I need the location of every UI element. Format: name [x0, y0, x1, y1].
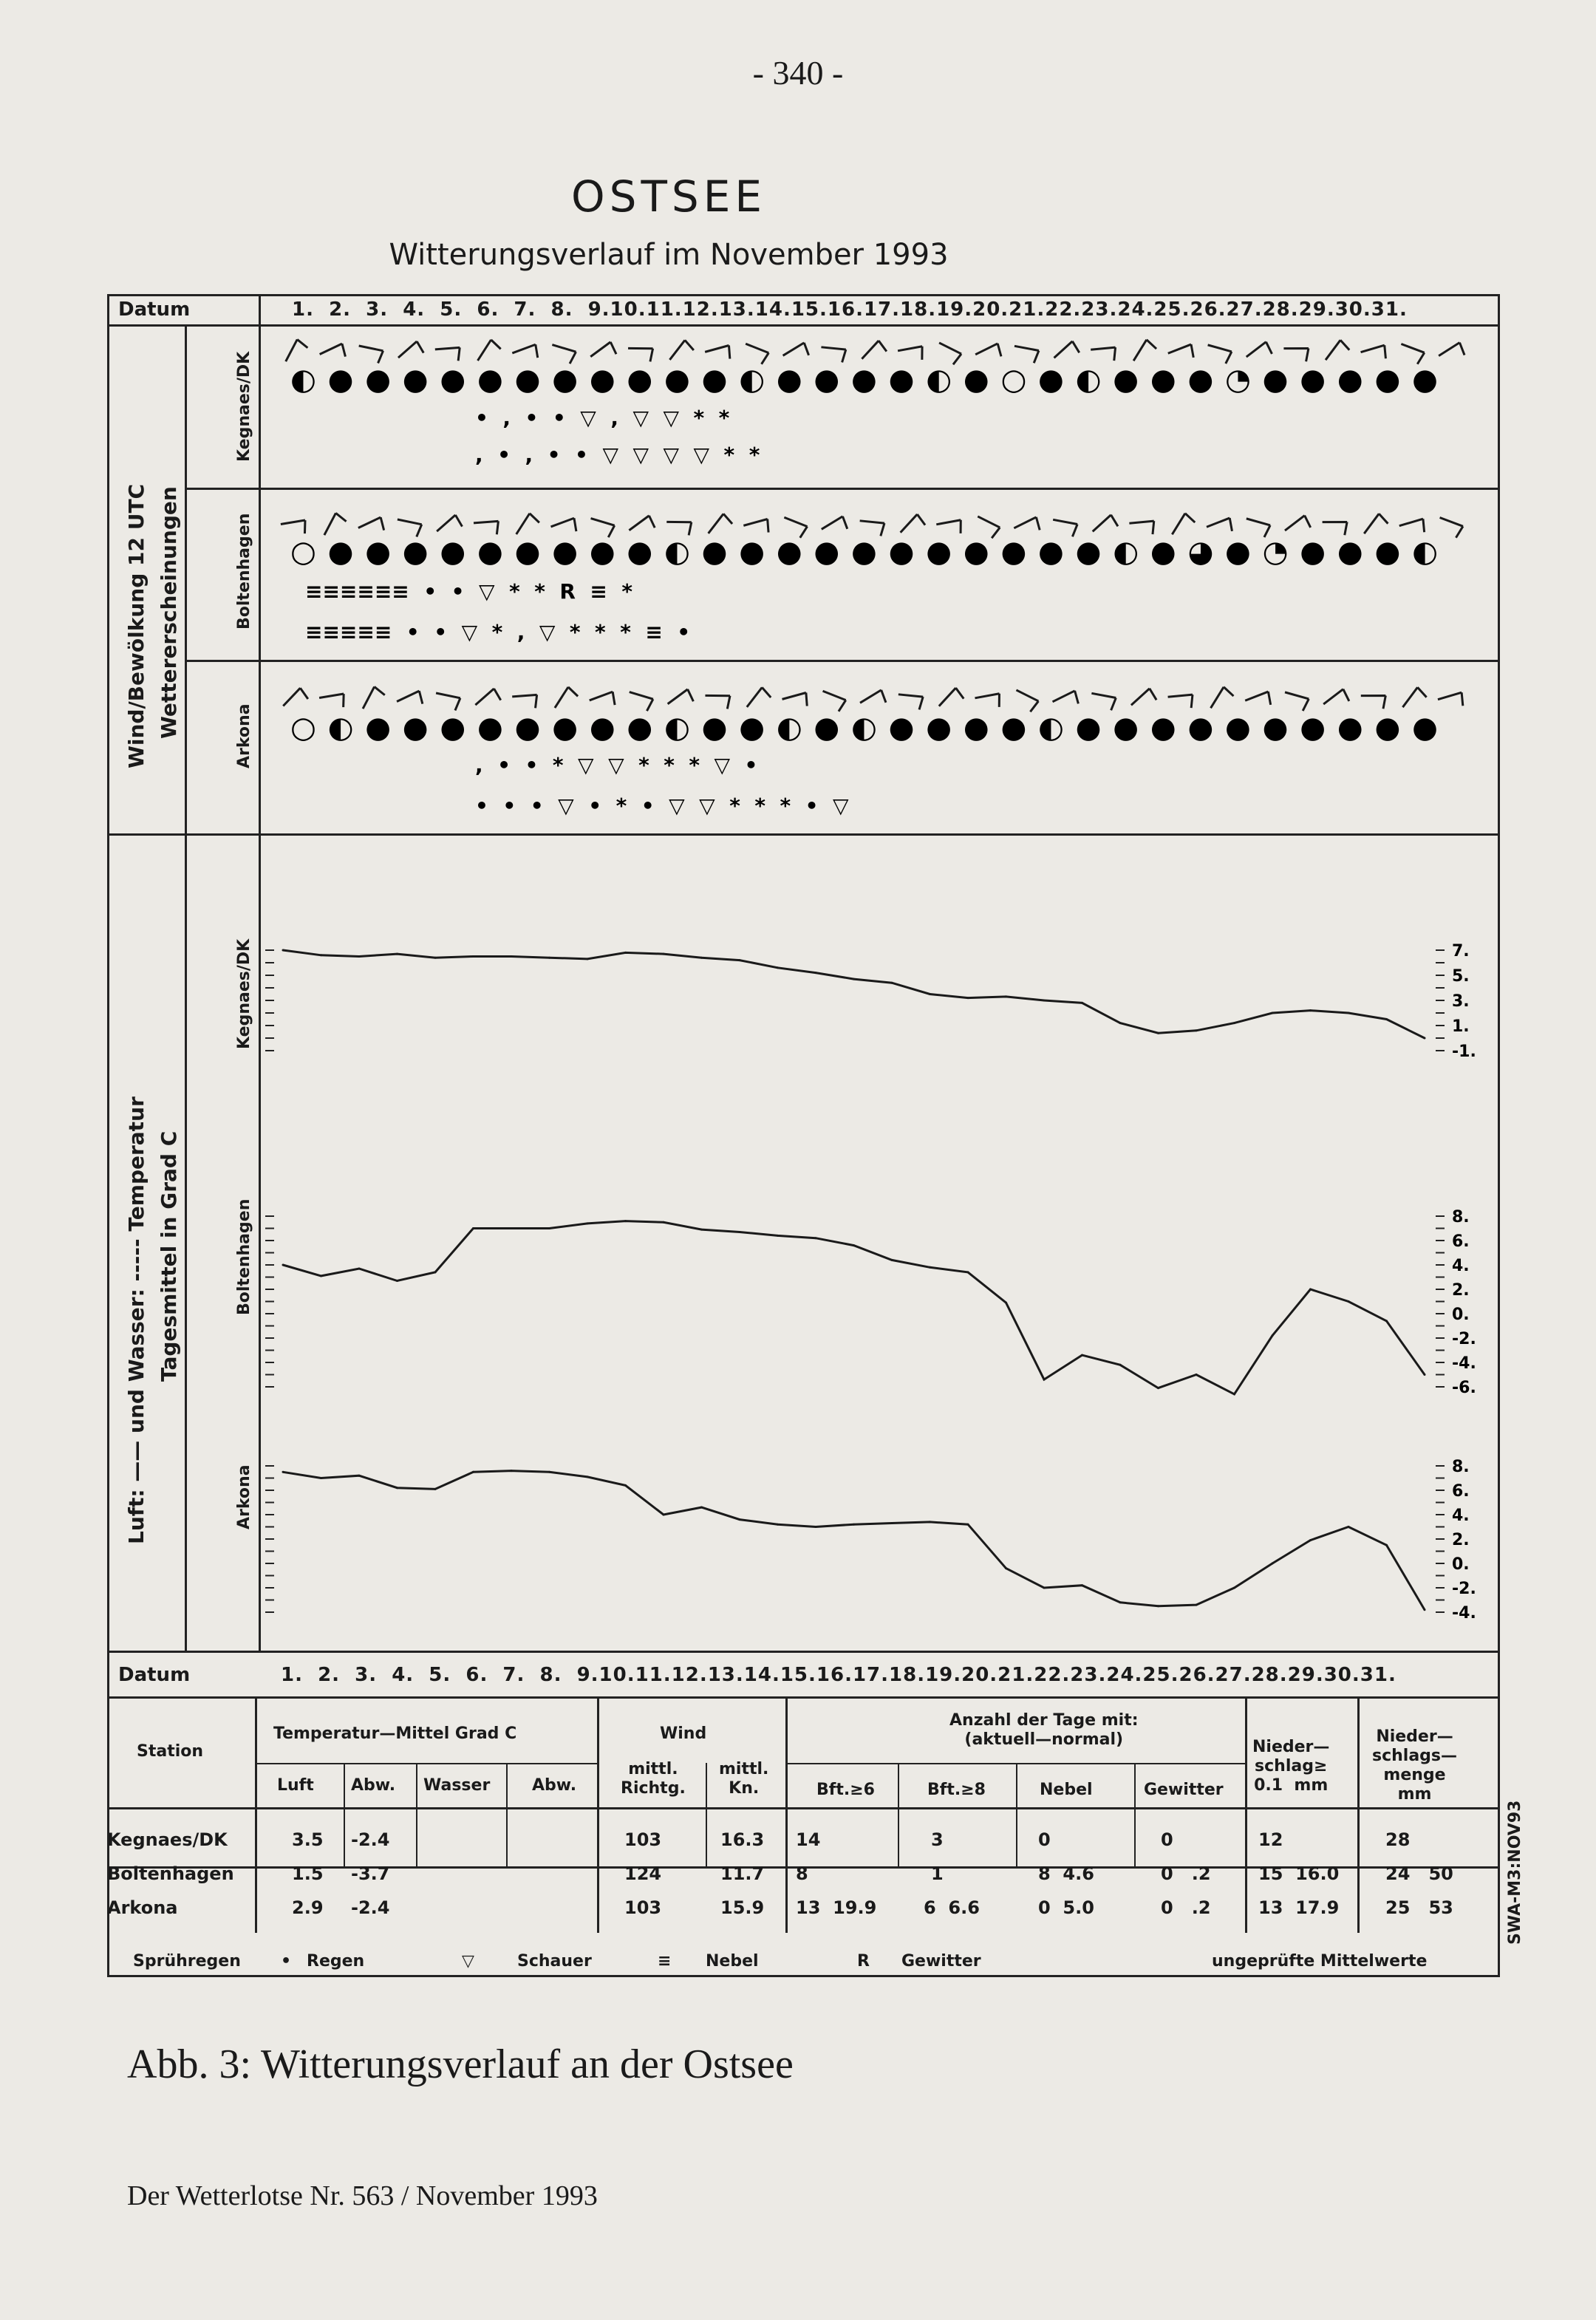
cell-kn: 11.7 [720, 1863, 765, 1884]
wind-barb [975, 344, 1001, 361]
data-point [853, 978, 855, 980]
page-footer: Der Wetterlotse Nr. 563 / November 1993 [127, 2180, 598, 2211]
data-point [511, 1470, 513, 1472]
temp-section-label: Luft: —— und Wasser: ----- Temperatur [124, 1096, 149, 1544]
data-point [1348, 1300, 1350, 1303]
cell-nebel: 0 [1038, 1829, 1051, 1850]
data-point [1157, 1032, 1159, 1034]
data-point [434, 1488, 437, 1490]
legend-regen: Regen [307, 1952, 365, 1971]
y-tick-label: -1. [1452, 1043, 1476, 1061]
th-bft6: Bft.≥6 [816, 1781, 875, 1799]
wind-barb [935, 517, 962, 533]
cell-abw1: -2.4 [351, 1829, 390, 1850]
station-label-arkona-temp: Arkona [235, 1464, 253, 1529]
data-point [967, 1271, 969, 1273]
wind-barb [1320, 515, 1348, 535]
y-tick-label: 5. [1452, 967, 1470, 986]
data-point [663, 1221, 665, 1224]
wind-barb [1360, 345, 1385, 359]
wind-barb [1012, 339, 1040, 363]
wind-barb [549, 338, 577, 364]
wind-section-label: Wind/Bewölkung 12 UTC [124, 483, 149, 768]
legend-note: ungeprüfte Mittelwerte [1212, 1952, 1428, 1971]
wind-barb [743, 518, 769, 532]
data-point [1272, 1334, 1274, 1337]
wind-barb [1437, 342, 1465, 361]
th-bft8: Bft.≥8 [927, 1781, 986, 1799]
data-point [358, 1475, 361, 1477]
wind-barb [705, 344, 731, 358]
data-point [1348, 1012, 1350, 1014]
chart-title: OSTSEE [570, 171, 766, 222]
th-abw2: Abw. [532, 1776, 577, 1795]
weather-arkona-row1: , • • * ▽ ▽ * * * ▽ • [475, 753, 758, 777]
wind-barb [666, 339, 694, 364]
datum-label-bottom: Datum [118, 1664, 191, 1686]
legend [133, 1952, 1493, 1982]
wind-barb [318, 344, 345, 361]
y-tick-label: -4. [1452, 1354, 1476, 1373]
wind-barb [1089, 686, 1117, 710]
cell-abw1: -2.4 [351, 1897, 390, 1918]
wind-barb [1436, 512, 1464, 538]
cell-station: Boltenhagen [107, 1863, 234, 1884]
data-point [472, 955, 474, 958]
data-point [663, 953, 665, 955]
wind-barb [1128, 688, 1156, 711]
legend-schauer: Schauer [517, 1952, 592, 1971]
wind-cloud-panel [261, 329, 1498, 831]
data-point [320, 954, 322, 956]
wind-barb [1359, 689, 1387, 709]
wind-barb [472, 688, 500, 710]
th-abw1: Abw. [351, 1776, 396, 1795]
cell-luft: 2.9 [292, 1897, 324, 1918]
wind-barb [1243, 512, 1271, 537]
dates-bottom: 1. 2. 3. 4. 5. 6. 7. 8. 9.10.11.12.13.14.15.16.17.18.19.20.21.22.23.24.25.26.27.28.29.30.31. [281, 1664, 1396, 1686]
wind-barb [472, 516, 499, 534]
wind-barb [1204, 338, 1232, 364]
station-label-kegnaes-wind: Kegnaes/DK [235, 351, 253, 462]
data-point [663, 1514, 665, 1516]
data-point [1424, 1374, 1426, 1376]
wind-barb [588, 341, 616, 362]
data-point [1309, 1289, 1312, 1291]
wind-barb [1244, 692, 1270, 706]
data-point [815, 1237, 817, 1239]
th-kn: mittl. Kn. [719, 1760, 769, 1798]
wind-barb [1050, 513, 1078, 536]
y-tick-label: -2. [1452, 1580, 1476, 1598]
wind-section-sublabel: Wettererscheinungen [157, 486, 181, 739]
temperature-chart [261, 836, 1498, 1648]
y-tick-label: -2. [1452, 1330, 1476, 1348]
wind-barb [858, 340, 886, 364]
cell-menge: 24 50 [1385, 1863, 1453, 1884]
data-point [1005, 1302, 1007, 1304]
data-point [739, 959, 741, 961]
y-tick-label: 1. [1452, 1017, 1470, 1036]
cell-richtg: 124 [624, 1863, 662, 1884]
wind-barb [356, 339, 384, 363]
cell-luft: 3.5 [292, 1829, 324, 1850]
wind-barb [280, 517, 307, 534]
wind-barb [665, 689, 693, 709]
cell-ns01: 13 17.9 [1258, 1897, 1340, 1918]
data-point [472, 1227, 474, 1229]
data-point [358, 955, 361, 958]
data-point [777, 1235, 779, 1237]
data-point [1081, 1002, 1083, 1004]
wind-barb [1282, 686, 1310, 711]
data-point [1424, 1608, 1426, 1611]
weather-boltenhagen-row2: ≡≡≡≡≡ • • ▽ * , ▽ * * * ≡ • [305, 620, 691, 644]
cell-gewitter: 0 [1161, 1829, 1173, 1850]
data-point [853, 1244, 855, 1246]
th-luft: Luft [277, 1776, 314, 1795]
data-point [1043, 1379, 1046, 1381]
y-tick-label: 8. [1452, 1458, 1470, 1476]
wind-barb [858, 514, 886, 536]
cell-kn: 16.3 [720, 1829, 765, 1850]
figure-caption: Abb. 3: Witterungsverlauf an der Ostsee [127, 2041, 794, 2087]
th-gewitter: Gewitter [1144, 1781, 1224, 1799]
wind-barb [279, 687, 307, 711]
wind-barb [935, 338, 963, 365]
wind-barb [665, 515, 693, 536]
data-point [396, 1280, 398, 1282]
wind-barb [743, 686, 771, 712]
data-point [739, 1231, 741, 1233]
data-point [587, 1222, 589, 1224]
data-point [1348, 1526, 1350, 1528]
weather-boltenhagen-row1: ≡≡≡≡≡≡ • • ▽ * * R ≡ * [305, 579, 633, 604]
y-tick-label: -4. [1452, 1604, 1476, 1623]
wind-barb [587, 512, 615, 537]
data-point [1119, 1364, 1122, 1366]
weather-kegnaes-row1: • , • • ▽ , ▽ ▽ * * [475, 406, 730, 430]
chart-subtitle: Witterungsverlauf im November 1993 [389, 238, 949, 272]
series-line-boltenhagen [283, 1221, 1425, 1394]
wind-barb [1282, 341, 1310, 361]
data-point [1233, 1393, 1235, 1395]
data-point [511, 955, 513, 958]
th-temp-group: Temperatur—Mittel Grad C [273, 1724, 517, 1743]
data-point [1233, 1587, 1235, 1589]
wind-barb [1090, 514, 1118, 537]
wind-barb [357, 517, 383, 534]
page-number: - 340 - [752, 54, 844, 92]
cell-nebel: 8 4.6 [1038, 1863, 1094, 1884]
data-point [700, 957, 703, 959]
series-line-kegnaesdk [283, 950, 1425, 1038]
wind-barb [434, 514, 462, 536]
data-point [396, 1487, 398, 1489]
wind-barb [1013, 517, 1040, 534]
wind-barb [318, 691, 345, 708]
wind-barb [1051, 691, 1078, 708]
data-point [1119, 1022, 1122, 1024]
data-point [548, 1227, 550, 1229]
data-point [282, 949, 284, 952]
th-niederschlag01: Nieder— schlag≥ 0.1 mm [1252, 1738, 1330, 1795]
cell-bft6: 14 [796, 1829, 821, 1850]
wind-barb [550, 686, 578, 713]
data-point [624, 1220, 627, 1222]
th-anzahl-group: Anzahl der Tage mit: (aktuell—normal) [949, 1711, 1139, 1749]
wind-barb [589, 692, 615, 706]
data-point [777, 1524, 779, 1526]
wind-barb [1167, 689, 1194, 708]
data-point [929, 1521, 931, 1523]
data-point [548, 1471, 550, 1473]
data-point [1196, 1374, 1198, 1376]
cloud-cover-kegnaes: ◐●●●●●●●●●●●◐●●●●◐●○●◐●●●◔●●●●● [290, 363, 1450, 397]
wind-barb [1129, 338, 1156, 365]
data-point [1424, 1037, 1426, 1040]
wind-barb [1399, 686, 1427, 712]
data-point [1119, 1601, 1122, 1603]
wind-barb [819, 341, 847, 363]
cell-ns01: 12 [1258, 1829, 1283, 1850]
cell-bft8: 1 [931, 1863, 944, 1884]
th-nebel: Nebel [1040, 1781, 1093, 1799]
wind-barb [896, 688, 924, 710]
wind-barb [780, 511, 808, 537]
legend-spruehregen: Sprühregen [133, 1952, 241, 1971]
wind-barb [1438, 692, 1463, 706]
data-point [511, 1227, 513, 1229]
data-point [967, 997, 969, 999]
data-point [1385, 1320, 1388, 1322]
th-station: Station [137, 1742, 204, 1761]
y-tick-label: 3. [1452, 992, 1470, 1011]
summary-table [107, 1696, 1500, 1933]
data-point [1005, 995, 1007, 997]
wind-barb [433, 686, 461, 710]
cell-nebel: 0 5.0 [1038, 1897, 1094, 1918]
th-niederschlagsmenge: Nieder— schlags— menge mm [1372, 1727, 1458, 1804]
wind-barb [1090, 342, 1117, 361]
data-point [1385, 1544, 1388, 1546]
data-point [700, 1229, 703, 1231]
dates-top: 1. 2. 3. 4. 5. 6. 7. 8. 9.10.11.12.13.14.15.16.17.18.19.20.21.22.23.24.25.26.27.28.29.30.31. [292, 298, 1408, 321]
wind-barb [396, 691, 423, 708]
legend-nebel-symbol: ≡ [658, 1952, 672, 1971]
wind-barb [975, 691, 1001, 707]
data-point [1309, 1539, 1312, 1541]
y-tick-label: -6. [1452, 1379, 1476, 1397]
station-label-arkona-wind: Arkona [235, 703, 253, 768]
data-point [1081, 1584, 1083, 1586]
wind-barb [1399, 519, 1425, 533]
data-point [1157, 1605, 1159, 1607]
wind-barb [512, 344, 538, 359]
legend-schauer-symbol: ▽ [462, 1952, 474, 1971]
data-point [1233, 1022, 1235, 1024]
wind-barb [626, 686, 654, 711]
cloud-cover-arkona: ○◐●●●●●●●●◐●●◐●◐●●●●◐●●●●●●●●●● [290, 711, 1450, 745]
wind-barb [473, 339, 501, 366]
datum-label-top: Datum [118, 298, 191, 321]
legend-gewitter: Gewitter [901, 1952, 981, 1971]
wind-barb [281, 338, 308, 366]
data-point [1272, 1012, 1274, 1014]
cell-richtg: 103 [624, 1829, 662, 1850]
wind-barb [819, 685, 848, 711]
cell-station: Kegnaes/DK [107, 1829, 228, 1850]
wind-barb [627, 515, 655, 536]
y-tick-label: 0. [1452, 1306, 1470, 1324]
data-point [777, 966, 779, 969]
data-point [624, 1484, 627, 1487]
wind-barb [627, 341, 655, 362]
data-point [815, 1526, 817, 1528]
legend-nebel: Nebel [706, 1952, 759, 1971]
data-point [1385, 1018, 1388, 1020]
wind-barb [1206, 518, 1232, 533]
cell-gewitter: 0 .2 [1161, 1897, 1211, 1918]
data-point [282, 1264, 284, 1266]
y-tick-label: 8. [1452, 1208, 1470, 1226]
wind-barb [1244, 341, 1272, 363]
data-point [587, 1475, 589, 1478]
data-point [700, 1507, 703, 1509]
wind-barb [782, 692, 808, 706]
wind-barb [1321, 689, 1349, 710]
data-point [853, 1524, 855, 1526]
data-point [1309, 1009, 1312, 1011]
datum-divider [259, 294, 261, 327]
data-point [358, 1268, 361, 1270]
data-point [1005, 1567, 1007, 1569]
data-point [1043, 1000, 1046, 1002]
temp-section-sublabel: Tagesmittel in Grad C [157, 1130, 181, 1382]
data-point [282, 1471, 284, 1473]
cloud-cover-boltenhagen: ○●●●●●●●●●◐●●●●●●●●●●●◐●◕●◔●●●◐ [290, 535, 1450, 569]
wind-barb [819, 516, 847, 535]
y-tick-label: 2. [1452, 1531, 1470, 1549]
wind-barb [781, 342, 808, 361]
legend-regen-symbol: • [281, 1952, 292, 1971]
cell-bft6: 8 [796, 1863, 808, 1884]
wind-barb [1128, 516, 1156, 534]
y-tick-label: 0. [1452, 1555, 1470, 1574]
data-point [434, 1271, 437, 1273]
data-point [320, 1477, 322, 1479]
data-point [929, 1266, 931, 1269]
data-point [548, 957, 550, 959]
wind-barb [434, 342, 461, 361]
y-tick-label: 6. [1452, 1482, 1470, 1501]
wind-barb [395, 513, 423, 536]
weather-kegnaes-row2: , • , • • ▽ ▽ ▽ ▽ * * [475, 443, 760, 467]
th-wind-group: Wind [660, 1724, 707, 1743]
y-tick-label: 4. [1452, 1257, 1470, 1275]
wind-barb [897, 514, 925, 538]
cell-menge: 28 [1385, 1829, 1411, 1850]
wind-barb [1283, 515, 1311, 536]
cell-luft: 1.5 [292, 1863, 324, 1884]
legend-gewitter-symbol: R [857, 1952, 870, 1971]
wind-barb [742, 338, 770, 364]
y-tick-label: 7. [1452, 942, 1470, 961]
wind-barb [1012, 685, 1040, 712]
data-point [624, 952, 627, 954]
data-point [1081, 1354, 1083, 1357]
th-wasser: Wasser [423, 1776, 491, 1795]
y-tick-label: 6. [1452, 1232, 1470, 1251]
wind-barb [859, 689, 886, 709]
label-subcolumn-divider [185, 327, 187, 1651]
data-point [472, 1471, 474, 1473]
data-point [1196, 1029, 1198, 1031]
data-point [967, 1524, 969, 1526]
wind-barb [395, 341, 423, 363]
wind-barb [1051, 341, 1079, 364]
data-point [1157, 1387, 1159, 1389]
cell-abw1: -3.7 [351, 1863, 390, 1884]
y-tick-label: 4. [1452, 1507, 1470, 1525]
data-point [929, 993, 931, 995]
data-point [587, 958, 589, 960]
station-label-kegnaes-temp: Kegnaes/DK [235, 938, 253, 1049]
wind-barb [974, 511, 1001, 539]
vertical-code: SWA-M3:NOV93 [1506, 1800, 1524, 1945]
wind-barb [703, 689, 732, 709]
data-point [434, 957, 437, 959]
cell-bft6: 13 19.9 [796, 1897, 877, 1918]
wind-barb [511, 689, 538, 708]
th-richtg: mittl. Richtg. [621, 1760, 686, 1798]
data-point [891, 982, 893, 984]
data-point [320, 1275, 322, 1277]
data-point [396, 953, 398, 955]
cell-ns01: 15 16.0 [1258, 1863, 1340, 1884]
y-tick-label: 2. [1452, 1281, 1470, 1300]
data-point [815, 972, 817, 974]
wind-barb [1321, 339, 1349, 365]
weather-arkona-row2: • • • ▽ • * • ▽ ▽ * * * • ▽ [475, 794, 849, 818]
wind-barb [1397, 338, 1425, 364]
cell-bft8: 6 6.6 [924, 1897, 980, 1918]
station-label-boltenhagen-temp: Boltenhagen [235, 1198, 253, 1315]
cell-menge: 25 53 [1385, 1897, 1453, 1918]
datum-bottom-top-border [107, 1651, 1500, 1653]
cell-richtg: 103 [624, 1897, 662, 1918]
data-point [891, 1259, 893, 1261]
wind-barb [935, 687, 964, 712]
wind-barb [897, 344, 924, 360]
cell-gewitter: 0 .2 [1161, 1863, 1211, 1884]
wind-barb [358, 686, 385, 713]
wind-barb [1167, 344, 1193, 359]
series-line-arkona [283, 1471, 1425, 1610]
cell-station: Arkona [107, 1897, 178, 1918]
data-point [1196, 1604, 1198, 1606]
wind-barb [550, 518, 576, 533]
data-point [739, 1518, 741, 1521]
cell-kn: 15.9 [720, 1897, 765, 1918]
data-point [891, 1522, 893, 1524]
station-label-boltenhagen-wind: Boltenhagen [235, 513, 253, 630]
data-point [1043, 1587, 1046, 1589]
data-point [1272, 1563, 1274, 1565]
cell-bft8: 3 [931, 1829, 944, 1850]
wind-barb [1206, 686, 1233, 712]
